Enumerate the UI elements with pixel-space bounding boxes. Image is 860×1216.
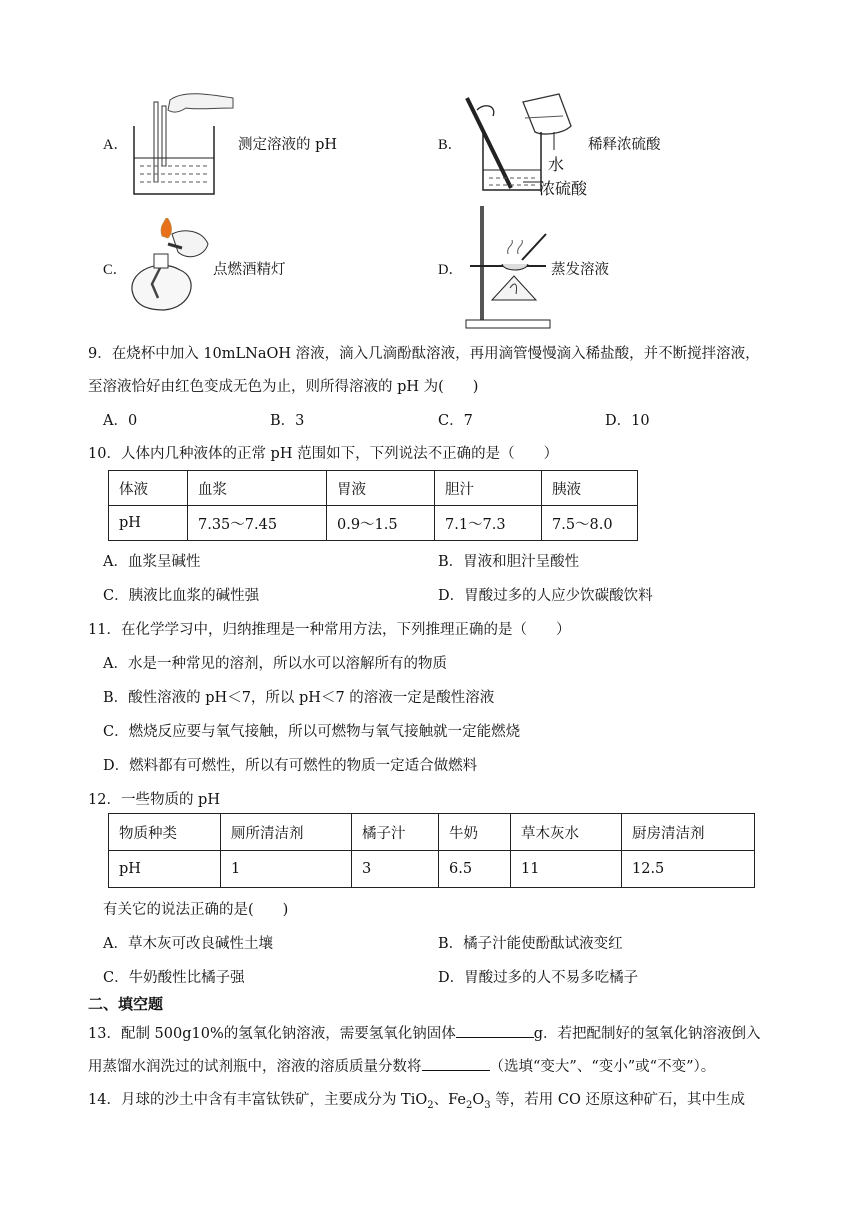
subscript: 2 [466,1099,473,1111]
section-title: 二、填空题 [88,995,164,1013]
table-cell: 11 [511,851,622,888]
q12-after-table: 有关它的说法正确的是( ) [103,902,289,918]
table-row [109,506,638,541]
q14-text: O [472,1092,485,1108]
q12-stem: 12．一些物质的 pH [88,792,220,808]
table-cell: 牛奶 [439,814,511,851]
water-label: 水 [548,155,565,174]
table-cell: 厕所清洁剂 [221,814,352,851]
ph-test-figure [128,86,238,201]
q8-option-b-letter: B． [438,137,463,153]
table-cell: pH [109,851,221,888]
table-row [109,471,638,506]
table-cell: 体液 [109,471,188,506]
table-cell: 胆汁 [435,471,542,506]
q9-option-c: C．7 [438,413,473,429]
conc-acid-label: 浓硫酸 [539,179,588,198]
q13-line2 [88,1055,715,1076]
q12-option-c: C．牛奶酸性比橘子强 [103,970,245,986]
q12-option-a: A．草木灰可改良碱性土壤 [103,936,273,952]
q9-option-a: A．0 [103,413,138,429]
q10-option-c: C．胰液比血浆的碱性强 [103,588,260,604]
table-cell: 物质种类 [109,814,221,851]
answer-blank[interactable] [456,1022,534,1038]
table-cell: 12.5 [622,851,755,888]
q11-option-a: A．水是一种常见的溶剂，所以水可以溶解所有的物质 [103,656,447,672]
q9-option-b: B．3 [270,413,305,429]
q13-text: 用蒸馏水润洗过的试剂瓶中，溶液的溶质质量分数将 [88,1059,422,1075]
q12-option-d: D．胃酸过多的人不易多吃橘子 [438,970,639,986]
subscript: 3 [484,1099,491,1111]
table-cell: 1 [221,851,352,888]
q9-stem-line1: 9．在烧杯中加入 10mLNaOH 溶液，滴入几滴酚酞溶液，再用滴管慢慢滴入稀盐酸，并不断搅拌溶液， [88,346,760,362]
table-row [109,814,755,851]
q10-option-b: B．胃液和胆汁呈酸性 [438,554,580,570]
q8-option-d-letter: D． [438,262,463,278]
table-cell: 血浆 [188,471,327,506]
table-cell: 0.9～1.5 [327,506,435,541]
q13-text: g．若把配制好的氢氧化钠溶液倒入 [533,1026,761,1042]
q10-option-d: D．胃酸过多的人应少饮碳酸饮料 [438,588,653,604]
table-cell: 6.5 [439,851,511,888]
q10-option-a: A．血浆呈碱性 [103,554,201,570]
table-cell: 胰液 [542,471,638,506]
q13-text: 13．配制 500g10%的氢氧化钠溶液，需要氢氧化钠固体 [88,1026,456,1042]
q8-option-a-label: 测定溶液的 pH [238,137,338,153]
evaporation-figure [462,204,552,330]
q10-ph-table [108,470,638,541]
table-row [109,851,755,888]
q11-option-c: C．燃烧反应要与氧气接触，所以可燃物与氧气接触就一定能燃烧 [103,724,521,740]
q14-text: 14．月球的沙土中含有丰富钛铁矿，主要成分为 TiO [88,1092,428,1108]
table-cell: 7.1～7.3 [435,506,542,541]
q12-ph-table [108,813,755,888]
table-cell: pH [109,506,188,541]
table-cell: 7.5～8.0 [542,506,638,541]
q9-option-d: D．10 [605,413,650,429]
q8-option-b-label: 稀释浓硫酸 [588,137,661,153]
alcohol-lamp-figure [124,218,214,314]
q13-text: （选填“变大”、“变小”或“不变”）。 [489,1059,716,1075]
answer-blank[interactable] [422,1055,490,1071]
table-cell: 草木灰水 [511,814,622,851]
q14-stem [88,1088,745,1111]
q9-stem-line2: 至溶液恰好由红色变成无色为止，则所得溶液的 pH 为( ) [88,379,479,395]
q14-text: 等，若用 CO 还原这种矿石，其中生成 [490,1092,745,1108]
table-cell: 3 [352,851,439,888]
q8-option-c-letter: C． [103,262,128,278]
q11-stem: 11．在化学学习中，归纳推理是一种常用方法，下列推理正确的是（ ） [88,622,571,638]
q11-option-b: B．酸性溶液的 pH＜7，所以 pH＜7 的溶液一定是酸性溶液 [103,690,495,706]
subscript: 2 [427,1099,434,1111]
table-cell: 橘子汁 [352,814,439,851]
table-cell: 厨房清洁剂 [622,814,755,851]
q12-option-b: B．橘子汁能使酚酞试液变红 [438,936,623,952]
q11-option-d: D．燃料都有可燃性，所以有可燃性的物质一定适合做燃料 [103,758,478,774]
q14-text: 、Fe [433,1092,466,1108]
q13-line1 [88,1022,761,1043]
table-cell: 7.35～7.45 [188,506,327,541]
q8-option-a-letter: A． [103,137,128,153]
table-cell: 胃液 [327,471,435,506]
q8-option-c-label: 点燃酒精灯 [213,262,286,278]
q8-option-d-label: 蒸发溶液 [551,262,609,278]
q10-stem: 10．人体内几种液体的正常 pH 范围如下，下列说法不正确的是（ ） [88,446,559,462]
